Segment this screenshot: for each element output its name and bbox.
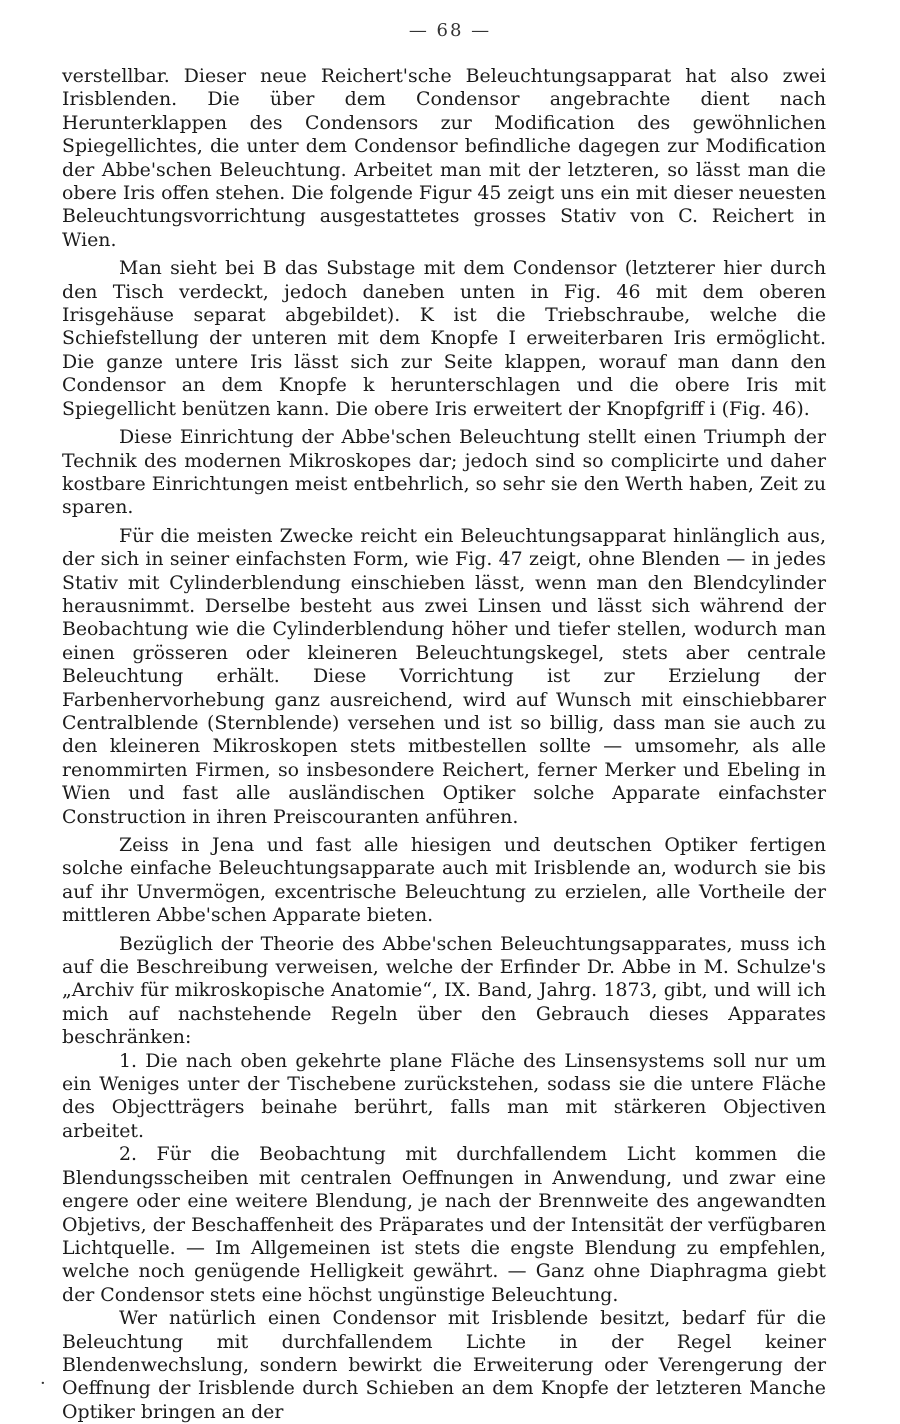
numbered-rule: 1. Die nach oben gekehrte plane Fläche des Linsensystems soll nur um ein Weniges unter der Tischebene zurückstehen, sodass sie die untere Fläche des Objectträgers beinahe berührt, falls man mit stärkeren Objectiven arbeitet. [62, 1049, 826, 1142]
page-number: — 68 — [408, 20, 492, 41]
paragraph: Für die meisten Zwecke reicht ein Beleuchtungsapparat hinlänglich aus, der sich in seiner einfachsten Form, wie Fig. 47 zeigt, ohne Blenden — in jedes Stativ mit Cylinderblendung einschieben lässt, wenn man den Blendcylinder herausnimmt. Derselbe besteht aus zwei Linsen und lässt sich während der Beobachtung wie die Cylinderblendung höher und tiefer stellen, wodurch man einen grösseren oder kleineren Beleuchtungskegel, stets aber centrale Beleuchtung erhält. Diese Vorrichtung ist zur Erzielung der Farbenhervorhebung ganz ausreichend, wird auf Wunsch mit einschiebbarer Centralblende (Sternblende) versehen und ist so billig, dass man sie auch zu den kleineren Mikroskopen stets mitbestellen sollte — umsomehr, als alle renommirten Firmen, so insbesondere Reichert, ferner Merker und Ebeling in Wien und fast alle ausländischen Optiker solche Apparate einfachster Construction in ihren Preiscouranten anführen. [62, 524, 826, 828]
paragraph: Zeiss in Jena und fast alle hiesigen und deutschen Optiker fertigen solche einfache Beleuchtungsapparate auch mit Irisblende an, wodurch sie bis auf ihr Unvermögen, excentrische Beleuchtung zu erzielen, alle Vortheile der mittleren Abbe'schen Apparate bieten. [62, 834, 826, 927]
numbered-rule: 2. Für die Beobachtung mit durchfallendem Licht kommen die Blendungsscheiben mit centralen Oeffnungen in Anwendung, und zwar eine engere oder eine weitere Blendung, je nach der Brennweite des angewandten Objetivs, der Beschaffenheit des Präparates und der Intensität der verfügbaren Lichtquelle. — Im Allgemeinen ist stets die engste Blendung zu empfehlen, welche noch genügende Helligkeit gewährt. — Ganz ohne Diaphragma giebt der Condensor stets eine höchst ungünstige Beleuchtung. [62, 1143, 826, 1306]
paragraph: Bezüglich der Theorie des Abbe'schen Beleuchtungsapparates, muss ich auf die Beschreibung verweisen, welche der Erfinder Dr. Abbe in M. Schulze's „Archiv für mikroskopische Anatomie“, IX. Band, Jahrg. 1873, gibt, und will ich mich auf nachstehende Regeln über den Gebrauch dieses Apparates beschränken: [62, 932, 826, 1049]
margin-mark: · [40, 1373, 46, 1394]
body-text [62, 65, 826, 1424]
paragraph: Wer natürlich einen Condensor mit Irisblende besitzt, bedarf für die Beleuchtung mit durchfallendem Lichte in der Regel keiner Blendenwechslung, sondern bewirkt die Erweiterung oder Verengerung der Oeffnung der Irisblende durch Schieben an dem Knopfe der letzteren Manche Optiker bringen an der [62, 1307, 826, 1423]
paragraph: Man sieht bei B das Substage mit dem Condensor (letzterer hier durch den Tisch verdeckt, jedoch daneben unten in Fig. 46 mit dem oberen Irisgehäuse separat abgebildet). K ist die Triebschraube, welche die Schiefstellung der unteren mit dem Knopfe I erweiterbaren Iris ermöglicht. Die ganze untere Iris lässt sich zur Seite klappen, worauf man dann den Condensor an dem Knopfe k herunterschlagen und die obere Iris mit Spiegellicht benützen kann. Die obere Iris erweitert der Knopfgriff i (Fig. 46). [62, 257, 826, 420]
paragraph: Diese Einrichtung der Abbe'schen Beleuchtung stellt einen Triumph der Technik des modernen Mikroskopes dar; jedoch sind so complicirte und daher kostbare Einrichtungen meist entbehrlich, so sehr sie den Werth haben, Zeit zu sparen. [62, 426, 826, 519]
paragraph: verstellbar. Dieser neue Reichert'sche Beleuchtungsapparat hat also zwei Irisblenden. Die über dem Condensor angebrachte dient nach Herunterklappen des Condensors zur Modification des gewöhnlichen Spiegellichtes, die unter dem Condensor befindliche dagegen zur Modification der Abbe'schen Beleuchtung. Arbeitet man mit der letzteren, so lässt man die obere Iris offen stehen. Die folgende Figur 45 zeigt uns ein mit dieser neuesten Beleuchtungsvorrichtung ausgestattetes grosses Stativ von C. Reichert in Wien. [62, 65, 826, 251]
